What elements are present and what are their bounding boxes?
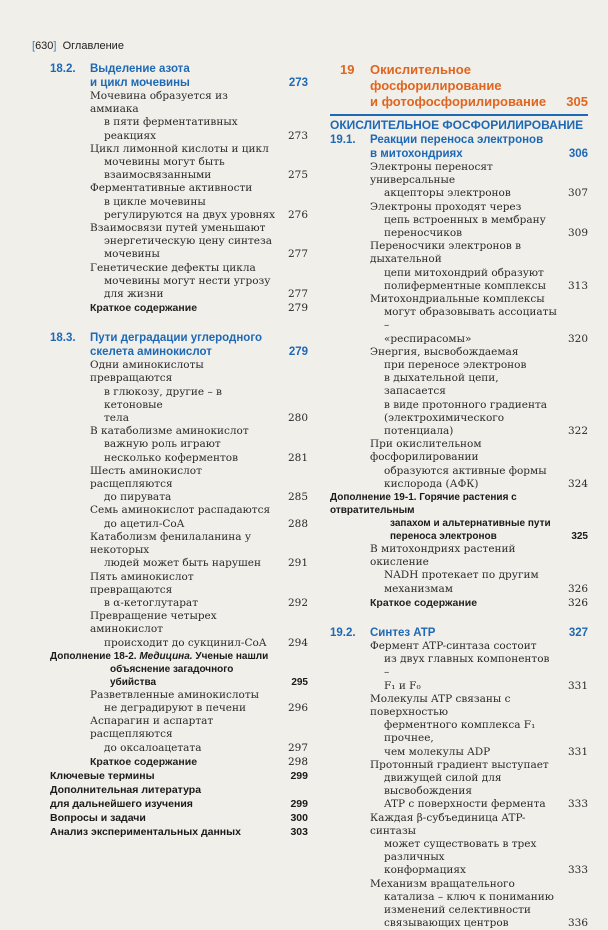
entry-line: Генетические дефекты цикла — [90, 261, 256, 274]
entry-line: при переносе электронов — [384, 359, 527, 372]
page-ref: 331 — [567, 745, 588, 758]
entry-line: ATP с поверхности фермента — [384, 798, 546, 811]
addendum-line: переноса электронов — [390, 531, 497, 543]
entry-line: Молекулы ATP связаны с поверхностью — [370, 692, 511, 718]
entry-line: происходит до сукцинил-CoA — [104, 636, 267, 649]
entry-line: изменений селективности — [384, 903, 531, 916]
entry-line: связывающих центров — [384, 917, 509, 930]
page-ref: 333 — [567, 798, 588, 811]
section-title-line: Выделение азота — [90, 63, 190, 75]
part-heading: ОКИСЛИТЕЛЬНОЕ ФОСФОРИЛИРОВАНИЕ — [330, 114, 588, 133]
page-ref: 303 — [290, 825, 308, 838]
toc-entry[interactable] — [330, 812, 588, 878]
page-ref: 336 — [567, 917, 588, 930]
entry-line: При окислительном фосфорилировании — [370, 438, 482, 464]
page-ref: 307 — [567, 187, 588, 200]
entry-line: Энергия, высвобождаемая — [370, 345, 519, 358]
back-matter-line: Ключевые термины — [50, 769, 155, 782]
addendum-line — [50, 650, 278, 663]
entry-line: Митохондриальные комплексы — [370, 293, 545, 306]
page-ref: 279 — [287, 302, 308, 315]
back-matter-entry[interactable] — [50, 825, 308, 839]
entry-line: Пять аминокислот превращаются — [90, 570, 194, 596]
toc-entry[interactable] — [330, 346, 588, 438]
back-matter-line: Анализ экспериментальных данных — [50, 825, 241, 838]
entry-line: Превращение четырех аминокислот — [90, 610, 217, 636]
entry-line: Ферментативные активности — [90, 182, 253, 195]
chapter-heading[interactable] — [330, 62, 588, 110]
entry-line: Шесть аминокислот расщепляются — [90, 464, 202, 491]
page-ref: 333 — [567, 864, 588, 877]
section-number: 19.1. — [330, 134, 356, 146]
toc-entry[interactable] — [50, 571, 308, 611]
page-ref: 285 — [287, 491, 308, 504]
section-number: 18.2. — [50, 63, 76, 75]
entry-line: энергетическую цену синтеза — [104, 235, 272, 248]
addendum-category: Медицина. — [139, 650, 193, 662]
entry-line: Семь аминокислот распадаются — [90, 504, 271, 517]
page-ref: 327 — [568, 626, 588, 639]
page-ref: 299 — [290, 797, 308, 810]
page-ref: 273 — [288, 77, 308, 89]
addendum-entry[interactable] — [50, 650, 308, 689]
entry-line: Фермент ATP-синтаза состоит — [370, 639, 537, 652]
section-number: 18.3. — [50, 332, 76, 345]
entry-line: Переносчики электронов в дыхательной — [370, 240, 522, 266]
toc-entry[interactable] — [330, 438, 588, 491]
entry-line: до пирувата — [104, 491, 172, 504]
toc-entry[interactable] — [330, 293, 588, 346]
entry-line: людей может быть нарушен — [104, 557, 262, 570]
entry-line: в глюкозу, другие – в кетоновые — [104, 385, 222, 411]
addendum-line: запахом и альтернативные пути — [390, 518, 551, 530]
entry-line: Катаболизм фенилаланина у некоторых — [90, 530, 252, 557]
addendum-line: Дополнение 19-1. Горячие растения с отвратительным — [330, 492, 517, 517]
toc-entry[interactable] — [50, 359, 308, 425]
running-header: [630] Оглавление — [32, 40, 124, 52]
chapter-number: 19 — [340, 62, 355, 77]
entry-line: движущей силой для высвобождения — [384, 771, 502, 798]
back-matter-line: для дальнейшего изучения — [50, 797, 193, 810]
entry-line: Цикл лимонной кислоты и цикл — [90, 142, 269, 155]
toc-entry[interactable] — [50, 504, 308, 530]
entry-line: до оксалоацетата — [104, 741, 202, 754]
section-title — [370, 626, 554, 640]
entry-line: NADH протекает по другим — [384, 569, 539, 582]
section-number: 19.2. — [330, 626, 356, 639]
entry-line: может существовать в трех различных — [384, 837, 537, 864]
page-ref: 320 — [567, 332, 588, 345]
section-heading[interactable] — [50, 62, 308, 90]
entry-line: Одни аминокислоты превращаются — [90, 359, 204, 385]
entry-line: катализа – ключ к пониманию — [384, 890, 554, 903]
entry-line: мочевины могут нести угрозу — [104, 274, 271, 287]
toc-entry[interactable] — [50, 182, 308, 222]
page-ref: 281 — [287, 451, 308, 464]
entry-line: важную роль играют — [104, 438, 221, 451]
entry-line: конформациях — [384, 864, 466, 877]
page-ref: 305 — [566, 94, 588, 109]
page-ref: 276 — [287, 208, 308, 221]
summary-label: Краткое содержание — [370, 596, 478, 609]
entry-line: чем молекулы ADP — [384, 745, 491, 758]
entry-line: Мочевина образуется из аммиака — [90, 90, 228, 116]
addendum-prefix: Дополнение 18-2. — [50, 650, 137, 662]
entry-line: не деградируют в печени — [104, 701, 246, 714]
page-ref: 306 — [568, 148, 588, 160]
page-ref: 295 — [291, 676, 308, 688]
entry-line: (электрохимического потенциала) — [384, 411, 505, 438]
section-title-line: скелета аминокислот — [90, 346, 212, 359]
toc-entry[interactable] — [330, 640, 588, 693]
section-title — [90, 331, 274, 359]
entry-line: до ацетил-CoA — [104, 517, 185, 530]
addendum-line: объяснение загадочного убийства — [110, 663, 234, 688]
page-ref: 322 — [567, 425, 588, 438]
page-ref: 299 — [290, 769, 308, 782]
entry-line: F₁ и F₀ — [384, 679, 421, 692]
entry-line: В митохондриях растений окисление — [370, 543, 516, 569]
toc-entry[interactable] — [50, 143, 308, 183]
summary-entry[interactable] — [50, 301, 308, 315]
section-title — [370, 133, 554, 161]
section-title-line: в митохондриях — [370, 148, 463, 160]
entry-line: ферментного комплекса F₁ прочнее, — [384, 719, 536, 745]
page-ref: 313 — [567, 279, 588, 292]
addendum-entry[interactable] — [330, 491, 588, 543]
entry-line: Аспарагин и аспартат расщепляются — [90, 715, 214, 741]
page-ref: 325 — [571, 531, 588, 543]
entry-line: Каждая β-субъединица ATP-синтазы — [370, 811, 526, 837]
entry-line: Протонный градиент выступает — [370, 758, 549, 771]
entry-line: мочевины могут быть — [104, 156, 225, 169]
toc-entry[interactable] — [50, 610, 308, 650]
entry-line: тела — [104, 412, 129, 425]
section-title-line: и цикл мочевины — [90, 77, 190, 89]
toc-entry[interactable] — [50, 90, 308, 143]
entry-line: в пяти ферментативных реакциях — [104, 116, 238, 142]
page-ref: 300 — [290, 811, 308, 824]
back-matter-line: Вопросы и задачи — [50, 811, 146, 824]
summary-label: Краткое содержание — [90, 755, 198, 768]
entry-line: в дыхательной цепи, запасается — [384, 372, 499, 398]
page-ref: 298 — [287, 755, 308, 768]
summary-entry[interactable] — [330, 596, 588, 610]
page-ref: 331 — [567, 679, 588, 692]
toc-entry[interactable] — [50, 262, 308, 302]
toc-entry[interactable] — [50, 531, 308, 571]
page-ref: 273 — [287, 129, 308, 142]
toc-entry[interactable] — [50, 689, 308, 715]
entry-line: механизмам — [384, 582, 453, 595]
running-title: Оглавление — [62, 40, 124, 52]
page-number: 630 — [35, 40, 54, 52]
entry-line: Электроны проходят через — [370, 200, 522, 213]
entry-line: несколько коферментов — [104, 451, 239, 464]
toc-entry[interactable] — [330, 201, 588, 241]
toc-entry[interactable] — [50, 222, 308, 262]
entry-line: в виде протонного градиента — [384, 398, 548, 411]
toc-left-column — [50, 62, 308, 839]
entry-line: Электроны переносят универсальные — [370, 161, 493, 187]
back-matter-entry[interactable] — [50, 783, 308, 811]
section-heading[interactable] — [330, 626, 588, 640]
page-ref: 280 — [287, 412, 308, 425]
section-heading[interactable] — [50, 331, 308, 359]
toc-entry[interactable] — [50, 715, 308, 755]
section-title-line: Синтез ATP — [370, 626, 436, 639]
page-ref: 275 — [287, 169, 308, 182]
summary-entry[interactable] — [50, 755, 308, 769]
section-title — [90, 62, 274, 90]
page-ref: 326 — [567, 596, 588, 609]
page-ref: 277 — [287, 248, 308, 261]
chapter-title-line: Окислительное фосфорилирование — [370, 62, 502, 93]
back-matter-entry[interactable] — [50, 769, 308, 783]
page-ref: 291 — [287, 557, 308, 570]
chapter-title-line: и фотофосфорилирование — [370, 94, 547, 109]
entry-line: полиферментные комплексы — [384, 279, 546, 292]
entry-line: акцепторы электронов — [384, 187, 511, 200]
entry-line: взаимосвязанными — [104, 169, 212, 182]
entry-line: в α-кетоглутарат — [104, 596, 199, 609]
toc-entry[interactable] — [330, 543, 588, 596]
entry-line: цепь встроенных в мембрану — [384, 213, 546, 226]
toc-entry[interactable] — [330, 240, 588, 293]
entry-line: переносчиков — [384, 227, 463, 240]
entry-line: «респирасомы» — [384, 332, 472, 345]
page-ref: 297 — [287, 741, 308, 754]
back-matter-line: Дополнительная литература — [50, 783, 202, 796]
toc-entry[interactable] — [50, 425, 308, 465]
toc-entry[interactable] — [50, 465, 308, 505]
entry-line: для жизни — [104, 288, 164, 301]
back-matter-entry[interactable] — [50, 811, 308, 825]
section-title-line: Пути деградации углеродного — [90, 332, 262, 345]
entry-line: регулируются на двух уровнях — [104, 208, 276, 221]
page-ref: 326 — [567, 582, 588, 595]
section-title-line: Реакции переноса электронов — [370, 134, 544, 146]
toc-entry[interactable] — [330, 161, 588, 201]
toc-right-column — [330, 62, 588, 930]
entry-line: образуются активные формы — [384, 464, 547, 477]
entry-line: цепи митохондрий образуют — [384, 266, 544, 279]
entry-line: Разветвленные аминокислоты — [90, 688, 260, 701]
entry-line: кислорода (АФК) — [384, 477, 479, 490]
entry-line: В катаболизме аминокислот — [90, 425, 249, 438]
entry-line: мочевины — [104, 248, 160, 261]
entry-line: из двух главных компонентов – — [384, 653, 550, 679]
page-ref: 292 — [287, 596, 308, 609]
entry-line: Взаимосвязи путей уменьшают — [90, 222, 266, 235]
page-ref: 296 — [287, 701, 308, 714]
page-ref: 288 — [287, 517, 308, 530]
entry-line: в цикле мочевины — [104, 195, 206, 208]
entry-line: могут образовывать ассоциаты – — [384, 306, 557, 332]
page-ref: 277 — [287, 288, 308, 301]
section-heading[interactable] — [330, 133, 588, 161]
addendum-title: Ученые нашли — [195, 650, 269, 662]
page-ref: 324 — [567, 477, 588, 490]
toc-entry[interactable] — [330, 693, 588, 759]
toc-entry[interactable] — [330, 759, 588, 812]
toc-entry[interactable] — [330, 878, 588, 930]
summary-label: Краткое содержание — [90, 302, 198, 315]
page-ref: 309 — [567, 227, 588, 240]
entry-line: Механизм вращательного — [370, 877, 515, 890]
page-ref: 294 — [287, 636, 308, 649]
page-ref: 279 — [288, 346, 308, 359]
